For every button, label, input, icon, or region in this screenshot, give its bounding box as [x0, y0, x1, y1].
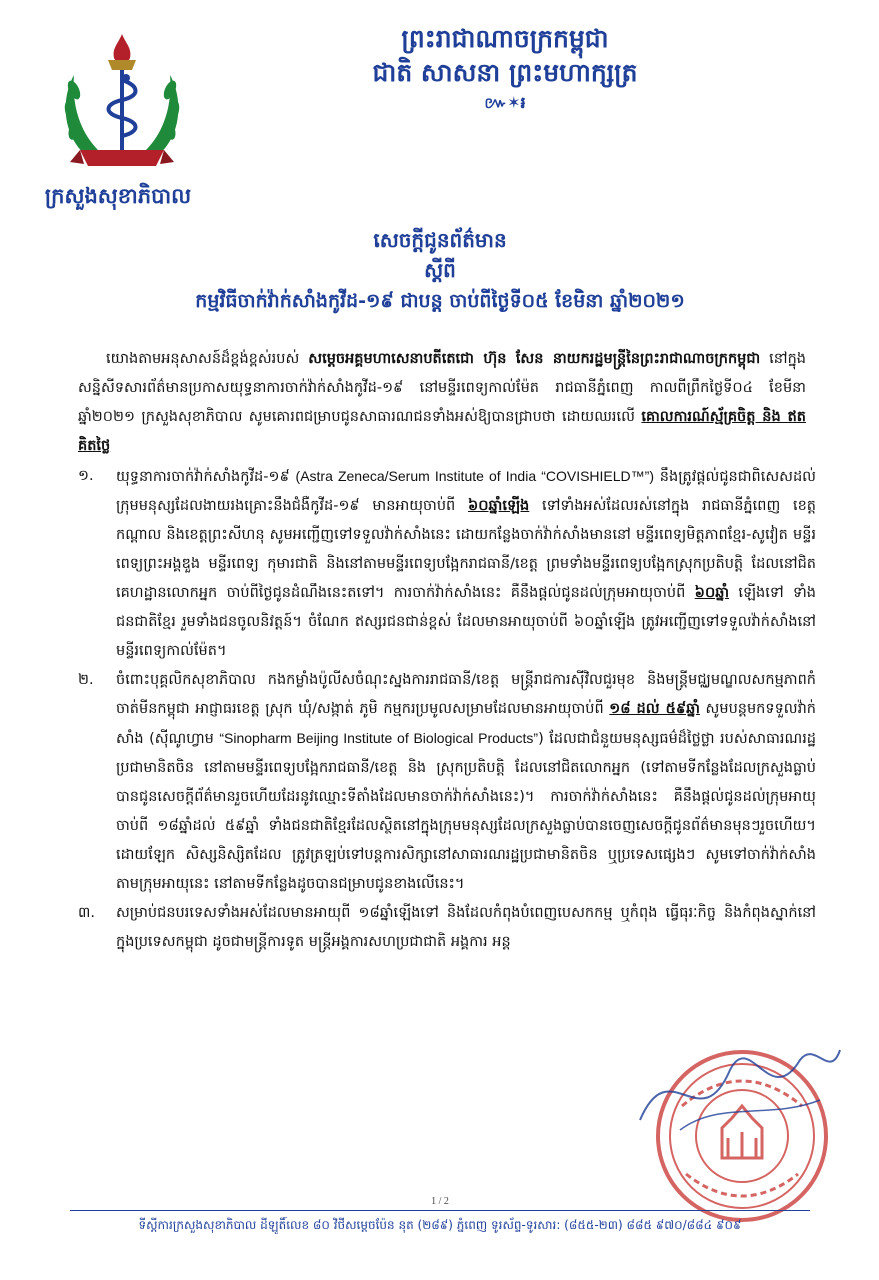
intro-text-1: យោងតាមអនុសាសន៍ដ៏ខ្ពង់ខ្ពស់របស់: [106, 351, 309, 367]
document-subject-label: ស្តីពី: [424, 258, 456, 282]
intro-paragraph: [78, 345, 806, 461]
document-subject: កម្មវិធីចាក់វ៉ាក់សាំងកូវីដ-១៩ ជាបន្ត ចាប់ពីថ្ងៃទី០៥ ខែមិនា ឆ្នាំ២០២១: [195, 290, 685, 312]
vaccine-name: (Astra Zeneca/Serum Institute of India “COVISHIELD™”): [295, 468, 654, 484]
ornament: ៚✶៛: [484, 93, 526, 112]
page-number: 1 / 2: [431, 1196, 449, 1207]
item-number: ៣.: [78, 905, 95, 921]
item-number: ១.: [78, 468, 94, 484]
document-title: សេចក្តីជូនព័ត៌មាន: [373, 228, 507, 252]
numbered-list: [78, 462, 816, 957]
age-highlight: ១៨ ដល់ ៥៩ឆ្នាំ: [609, 701, 700, 717]
ministry-name: ក្រសួងសុខាភិបាល: [44, 184, 192, 208]
item-text: នឹងត្រូវផ្តល់ជូនជាពិសេសដល់ក្រុមមនុស្សដែលងាយរងគ្រោះនឹងជំងឺកូវីដ-១៩ មានអាយុចាប់ពី: [116, 469, 816, 514]
kingdom-motto: ជាតិ សាសនា ព្រះមហាក្សត្រ: [372, 58, 638, 87]
list-item: [78, 666, 816, 899]
item-text: យុទ្ធនាការចាក់វ៉ាក់សាំងកូវីដ-១៩: [116, 469, 296, 485]
signature-icon: [620, 1030, 850, 1150]
kingdom-title: ព្រះរាជាណាចក្រកម្ពុជា: [401, 24, 609, 53]
ministry-logo-icon: [52, 30, 192, 180]
item-text: សម្រាប់ជនបរទេសទាំងអស់ដែលមានអាយុពី ១៨ឆ្នាំឡើងទៅ និងដែលកំពុងបំពេញបេសកកម្ម ឬកំពុង ធ្វើធុរៈកិច្ច និងកំពុងស្នាក់នៅក្នុងប្រទេសកម្ពុជា ដូចជាមន្ត្រីការទូត មន្ត្រីអង្គការសហប្រជាជាតិ អង្គការ អន្ត: [116, 905, 816, 950]
item-text: ) ដែលជាជំនួយមនុស្សធម៌ដ៏ថ្លៃថ្លា របស់សាធារណរដ្ឋប្រជាមានិតចិន នៅតាមមន្ទីរពេទ្យបង្អែករាជធានី/ខេត្ត និង ស្រុកប្រតិបត្តិ ដែលនៅជិតលោកអ្នក (ទៅតាមទីកន្លែងដែលក្រសួងធ្លាប់បានជូនសេចក្តីព័ត៌មានរួចហើយដែរនូវឈ្មោះទីតាំងដែលមានចាក់វ៉ាក់សាំងនេះ)។ ការចាក់វ៉ាក់សាំងនេះ គឺនឹងផ្តល់ជូនដល់ក្រុមអាយុចាប់ពី ១៨ឆ្នាំដល់ ៥៩ឆ្នាំ ទាំងជនជាតិខ្មែរដែលស្ថិតនៅក្នុងក្រុមមនុស្សដែលក្រសួងធ្លាប់បានចេញសេចក្តីជូនព័ត៌មានមុនៗរួចហើយ។ ដោយឡែក សិស្សនិស្សិតដែល ត្រូវត្រឡប់ទៅបន្តការសិក្សានៅសាធារណរដ្ឋប្រជាមានិតចិន ឬប្រទេសផ្សេងៗ សូមទៅចាក់វ៉ាក់សាំង តាមក្រុមអាយុនេះ នៅតាមទីកន្លែងដូចបានជម្រាបជូនខាងលើនេះ។: [116, 731, 816, 892]
item-number: ២.: [78, 672, 94, 688]
vaccine-name: “Sinopharm Beijing Institute of Biological Products”: [219, 730, 539, 746]
item-text: សូមបន្តមកទទួលវ៉ាក់សាំង (ស៊ីណូហ្វាម: [116, 701, 817, 747]
footer-address: ទីស្តីការក្រសួងសុខាភិបាល ដីឡូតិ៍លេខ ៨០ វិថីសម្តេចប៉ែន នុត (២៨៩) ភ្នំពេញ ទូរស័ព្ទ-ទូរសារ: (៨៥៥-២៣) ៨៨៥ ៩៧០/៨៨៤ ៩០៩: [138, 1218, 742, 1232]
list-item: [78, 462, 816, 666]
item-text: ឡើងទៅ ទាំងជនជាតិខ្មែរ រួមទាំងជនចូលនិវត្តន៍។ ចំណែក ឥស្សរជនជាន់ខ្ពស់ ដែលមានអាយុចាប់ពី ៦០ឆ្នាំឡើង ត្រូវអញ្ជើញទៅទទួលវ៉ាក់សាំងនៅមន្ទីរពេទ្យកាល់ម៉ែត។: [116, 585, 816, 659]
intro-text-2: នៅក្នុងសន្និសីទសារព័ត៌មានប្រកាសយុទ្ធនាការចាក់វ៉ាក់សាំងកូវីដ-១៩ នៅមន្ទីរពេទ្យកាល់ម៉ែត រាជធានីភ្នំពេញ កាលពីព្រឹកថ្ងៃទី០៤ ខែមីនា ឆ្នាំ២០២១ ក្រសួងសុខាភិបាល សូមគោរពជម្រាបជូនសាធារណជនទាំងអស់ឱ្យបានជ្រាបថា ដោយឈរលើ: [78, 351, 806, 425]
intro-principle: គោលការណ៍ស្ម័គ្រចិត្ត និង ឥតគិតថ្លៃ: [78, 409, 806, 454]
intro-bold-name: សម្តេចអគ្គមហាសេនាបតីតេជោ ហ៊ុន សែន នាយករដ្ឋមន្ត្រីនៃព្រះរាជាណាចក្រកម្ពុជា: [308, 351, 761, 367]
age-highlight: ៦០ឆ្នាំឡើង: [468, 498, 530, 514]
document-title-block: [80, 225, 800, 317]
list-item: [78, 899, 816, 957]
kingdom-header: [250, 22, 760, 114]
item-text: ចំពោះបុគ្គលិកសុខាភិបាល កងកម្លាំងប៉ូលីសចំណុះស្នងការរាជធានី/ខេត្ត មន្ត្រីរាជការស៊ីវិលជួរមុខ និងមន្ត្រីមជ្ឈមណ្ឌលសកម្មភាពកំចាត់មីនកម្ពុជា អាជ្ញាធរខេត្ត ស្រុក ឃុំ/សង្កាត់ ភូមិ កម្មករប្រមូលសម្រាមដែលមានអាយុចាប់ពី: [116, 672, 816, 717]
footer-divider: [70, 1210, 810, 1211]
age-highlight: ៦០ឆ្នាំ: [694, 585, 730, 601]
item-text: ទៅទាំងអស់ដែលរស់នៅក្នុង រាជធានីភ្នំពេញ ខេត្តកណ្តាល និងខេត្តព្រះសីហនុ សូមអញ្ជើញទៅទទួលវ៉ាក់សាំងនេះ ដោយកន្លែងចាក់វ៉ាក់សាំងមាននៅ មន្ទីរពេទ្យមិត្តភាពខ្មែរ-សូវៀត មន្ទីរពេទ្យព្រះអង្គឌួង មន្ទីរពេទ្យ កុមារជាតិ និងនៅតាមមន្ទីរពេទ្យបង្អែករាជធានី/ខេត្ត ព្រមទាំងមន្ទីរពេទ្យបង្អែកស្រុកប្រតិបត្តិ ដែលនៅជិតគេហដ្ឋានលោកអ្នក ចាប់ពីថ្ងៃជូនដំណឹងនេះតទៅ។ ការចាក់វ៉ាក់សាំងនេះ គឺនឹងផ្តល់ជូនដល់ក្រុមអាយុចាប់ពី: [116, 498, 816, 601]
